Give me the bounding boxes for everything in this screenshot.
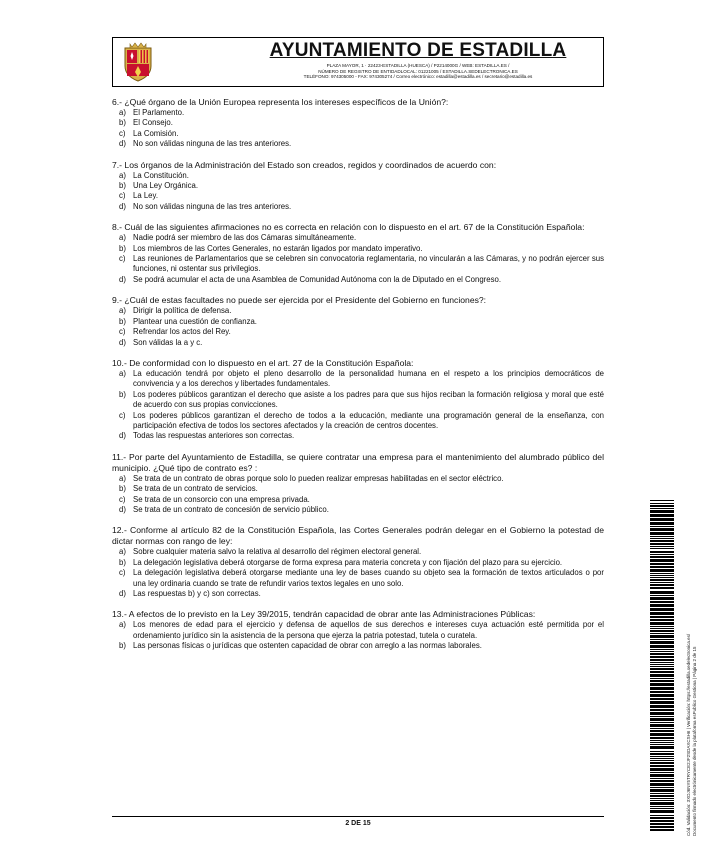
option-label: a) <box>119 620 126 630</box>
question-list <box>112 97 604 662</box>
answer-option <box>112 369 604 390</box>
option-text: Dirigir la política de defensa. <box>133 306 232 316</box>
answer-option <box>112 306 604 316</box>
answer-option <box>112 327 604 337</box>
question-text: 11.- Por parte del Ayuntamiento de Estadilla, se quiere contratar una empresa para el mantenimiento del alumbrado público del municipio. ¿Qué tipo de contrato es? : <box>112 451 604 473</box>
option-label: c) <box>119 410 126 420</box>
option-label: c) <box>119 254 126 264</box>
question-text: 13.- A efectos de lo previsto en la Ley 39/2015, tendrán capacidad de obrar ante las Administraciones Públicas: <box>112 609 536 620</box>
option-text: Una Ley Orgánica. <box>133 181 199 191</box>
answer-option <box>112 171 604 181</box>
option-text: Sobre cualquier materia salvo la relativa al desarrollo del régimen electoral general. <box>133 547 422 557</box>
option-label: c) <box>119 568 126 578</box>
option-text: La Constitución. <box>133 170 189 180</box>
answer-option <box>112 139 604 149</box>
option-label: b) <box>119 118 126 128</box>
option-text: La Comisión. <box>133 128 179 138</box>
answer-option <box>112 108 604 118</box>
answer-option <box>112 484 604 494</box>
option-label: d) <box>119 274 126 284</box>
option-text: Plantear una cuestión de confianza. <box>133 316 257 326</box>
option-label: a) <box>119 473 126 483</box>
answer-option <box>112 129 604 139</box>
option-text: No son válidas ninguna de las tres anteriores. <box>133 139 292 149</box>
answer-option <box>112 474 604 484</box>
option-label: c) <box>119 191 126 201</box>
document-title: AYUNTAMIENTO DE ESTADILLA <box>269 40 567 61</box>
option-label: c) <box>119 494 126 504</box>
option-label: a) <box>119 306 126 316</box>
question-text: 12.- Conforme al artículo 82 de la Constitución Española, las Cortes Generales podrán delegar en el Gobierno la potestad de dictar normas con rango de ley: <box>112 525 604 547</box>
option-text: Se trata de un contrato de servicios. <box>133 484 258 494</box>
answer-option <box>112 244 604 254</box>
answer-option <box>112 202 604 212</box>
option-text: La educación tendrá por objeto el pleno desarrollo de la personalidad humana en el respeto a los principios democráticos de convivencia y a los derechos y libertades fundamentales. <box>133 368 604 389</box>
option-label: a) <box>119 233 126 243</box>
question-block <box>112 160 604 213</box>
page-number: 2 DE 15 <box>345 820 371 827</box>
answer-option <box>112 431 604 441</box>
address-line: PLAZA MAYOR, 1 · 22423-ESTADILLA (HUESCA) / P2214000G / WEB: ESTADILLA.ES / <box>326 63 510 68</box>
option-label: b) <box>119 389 126 399</box>
question-block <box>112 525 604 599</box>
option-label: d) <box>119 504 126 514</box>
option-label: d) <box>119 431 126 441</box>
option-text: La Ley. <box>133 191 158 201</box>
option-text: Los poderes públicos garantizan el derecho de todos a la educación, mediante una programación general de la enseñanza, con participación efectiva de todos los sectores afectados y la creación de centros docentes. <box>133 410 604 430</box>
question-block <box>112 295 604 348</box>
option-label: b) <box>119 641 126 651</box>
answer-option <box>112 568 604 589</box>
option-label: c) <box>119 128 126 138</box>
question-text: 10.- De conformidad con lo dispuesto en el art. 27 de la Constitución Española: <box>112 357 414 368</box>
option-label: b) <box>119 484 126 494</box>
option-label: b) <box>119 181 126 191</box>
answer-option <box>112 505 604 515</box>
question-block <box>112 452 604 516</box>
question-block <box>112 609 604 651</box>
option-text: El Consejo. <box>133 118 173 128</box>
option-label: d) <box>119 139 126 149</box>
option-label: d) <box>119 337 126 347</box>
answer-option <box>112 411 604 432</box>
option-label: b) <box>119 316 126 326</box>
option-label: b) <box>119 243 126 253</box>
answer-option <box>112 181 604 191</box>
answer-option <box>112 317 604 327</box>
option-text: Se trata de un consorcio con una empresa privada. <box>133 494 310 504</box>
option-text: La delegación legislativa deberá otorgarse mediante una ley de bases cuando su objeto sea la formación de textos articulados o por una ley ordinaria cuando se trate de refundir varios textos legales en uno solo. <box>133 568 604 588</box>
option-text: Son válidas la a y c. <box>133 337 203 347</box>
option-label: a) <box>119 368 126 378</box>
option-text: Las reuniones de Parlamentarios que se celebren sin convocatoria reglamentaria, no vincularán a las Cámaras, y no podrán ejercer sus funciones, ni ostentar sus privilegios. <box>133 254 604 274</box>
answer-option <box>112 589 604 599</box>
validation-side-text <box>686 496 699 836</box>
question-text: 7.- Los órganos de la Administración del Estado son creados, regidos y coordinados de acuerdo con: <box>112 159 497 170</box>
option-text: Todas las respuestas anteriores son correctas. <box>133 431 295 441</box>
option-text: No son válidas ninguna de las tres anteriores. <box>133 201 292 211</box>
option-text: Nadie podrá ser miembro de las dos Cámaras simultáneamente. <box>133 233 357 243</box>
option-label: d) <box>119 201 126 211</box>
side-text-line: Cód. Validación: 3XDJ6NY5TRYCE2JF2SDAXCSH6 | Verificación: https://estadilla.sedelectronica.es/ <box>686 633 691 836</box>
option-text: Los menores de edad para el ejercicio y defensa de aquellos de sus derechos e intereses cuya actuación esté permitida por el ordenamiento jurídico sin la asistencia de la persona que ejerza la patria potestad, tutela o curatela. <box>133 620 604 640</box>
option-label: a) <box>119 547 126 557</box>
question-block <box>112 97 604 150</box>
option-text: Los poderes públicos garantizan el derecho que asiste a los padres para que sus hijos reciban la formación religiosa y moral que esté de acuerdo con sus propias convicciones. <box>133 389 604 410</box>
answer-option <box>112 275 604 285</box>
question-text: 9.- ¿Cuál de estas facultades no puede ser ejercida por el Presidente del Gobierno en funciones?: <box>112 295 487 306</box>
question-text: 8.- Cuál de las siguientes afirmaciones no es correcta en relación con lo dispuesto en el art. 67 de la Constitución Española: <box>112 222 585 233</box>
option-label: a) <box>119 170 126 180</box>
answer-option <box>112 558 604 568</box>
answer-option <box>112 233 604 243</box>
question-block <box>112 222 604 285</box>
option-text: Los miembros de las Cortes Generales, no estarán ligados por mandato imperativo. <box>133 243 423 253</box>
answer-option <box>112 495 604 505</box>
footer-divider <box>112 816 604 817</box>
question-block <box>112 358 604 442</box>
document-header <box>112 37 604 87</box>
option-text: Se trata de un contrato de concesión de servicio público. <box>133 504 329 514</box>
answer-option <box>112 620 604 641</box>
question-text: 6.- ¿Qué órgano de la Unión Europea representa los intereses específicos de la Unión?: <box>112 97 449 107</box>
address-line: TELÉFONO: 974305000 - FAX: 974305274 / Correo electrónico: estadilla@estadilla.es / secretario@estadilla.es <box>303 74 533 79</box>
answer-option <box>112 118 604 128</box>
option-label: c) <box>119 327 126 337</box>
option-text: El Parlamento. <box>133 108 185 117</box>
option-label: b) <box>119 557 126 567</box>
barcode-icon <box>650 500 674 832</box>
option-text: Se podrá acumular el acta de una Asamblea de Comunidad Autónoma con la de Diputado en el Congreso. <box>133 274 501 284</box>
answer-option <box>112 390 604 411</box>
side-text-line: Documento firmado electrónicamente desde la plataforma esPublico Gestiona | Página 2 de 15 <box>692 646 698 836</box>
option-text: Se trata de un contrato de obras porque solo lo pueden realizar empresas habilitadas en el sector eléctrico. <box>133 473 504 483</box>
option-label: d) <box>119 589 126 598</box>
option-text: La delegación legislativa deberá otorgarse de forma expresa para materia concreta y con fijación del plazo para su ejercicio. <box>133 557 563 567</box>
answer-option <box>112 191 604 201</box>
address-line: NÚMERO DE REGISTRO DE ENTIDADLOCAL: 01221005 / ESTADILLA.SEDELECTRONICA.ES <box>318 68 518 74</box>
option-text: Las personas físicas o jurídicas que ostenten capacidad de obrar con arreglo a las normas laborales. <box>133 641 482 651</box>
answer-option <box>112 338 604 348</box>
coat-of-arms-icon <box>122 42 154 82</box>
answer-option <box>112 547 604 557</box>
option-text: Refrendar los actos del Rey. <box>133 327 231 337</box>
answer-option <box>112 254 604 275</box>
option-text: Las respuestas b) y c) son correctas. <box>133 589 261 598</box>
option-label: a) <box>119 108 126 117</box>
answer-option <box>112 641 604 651</box>
